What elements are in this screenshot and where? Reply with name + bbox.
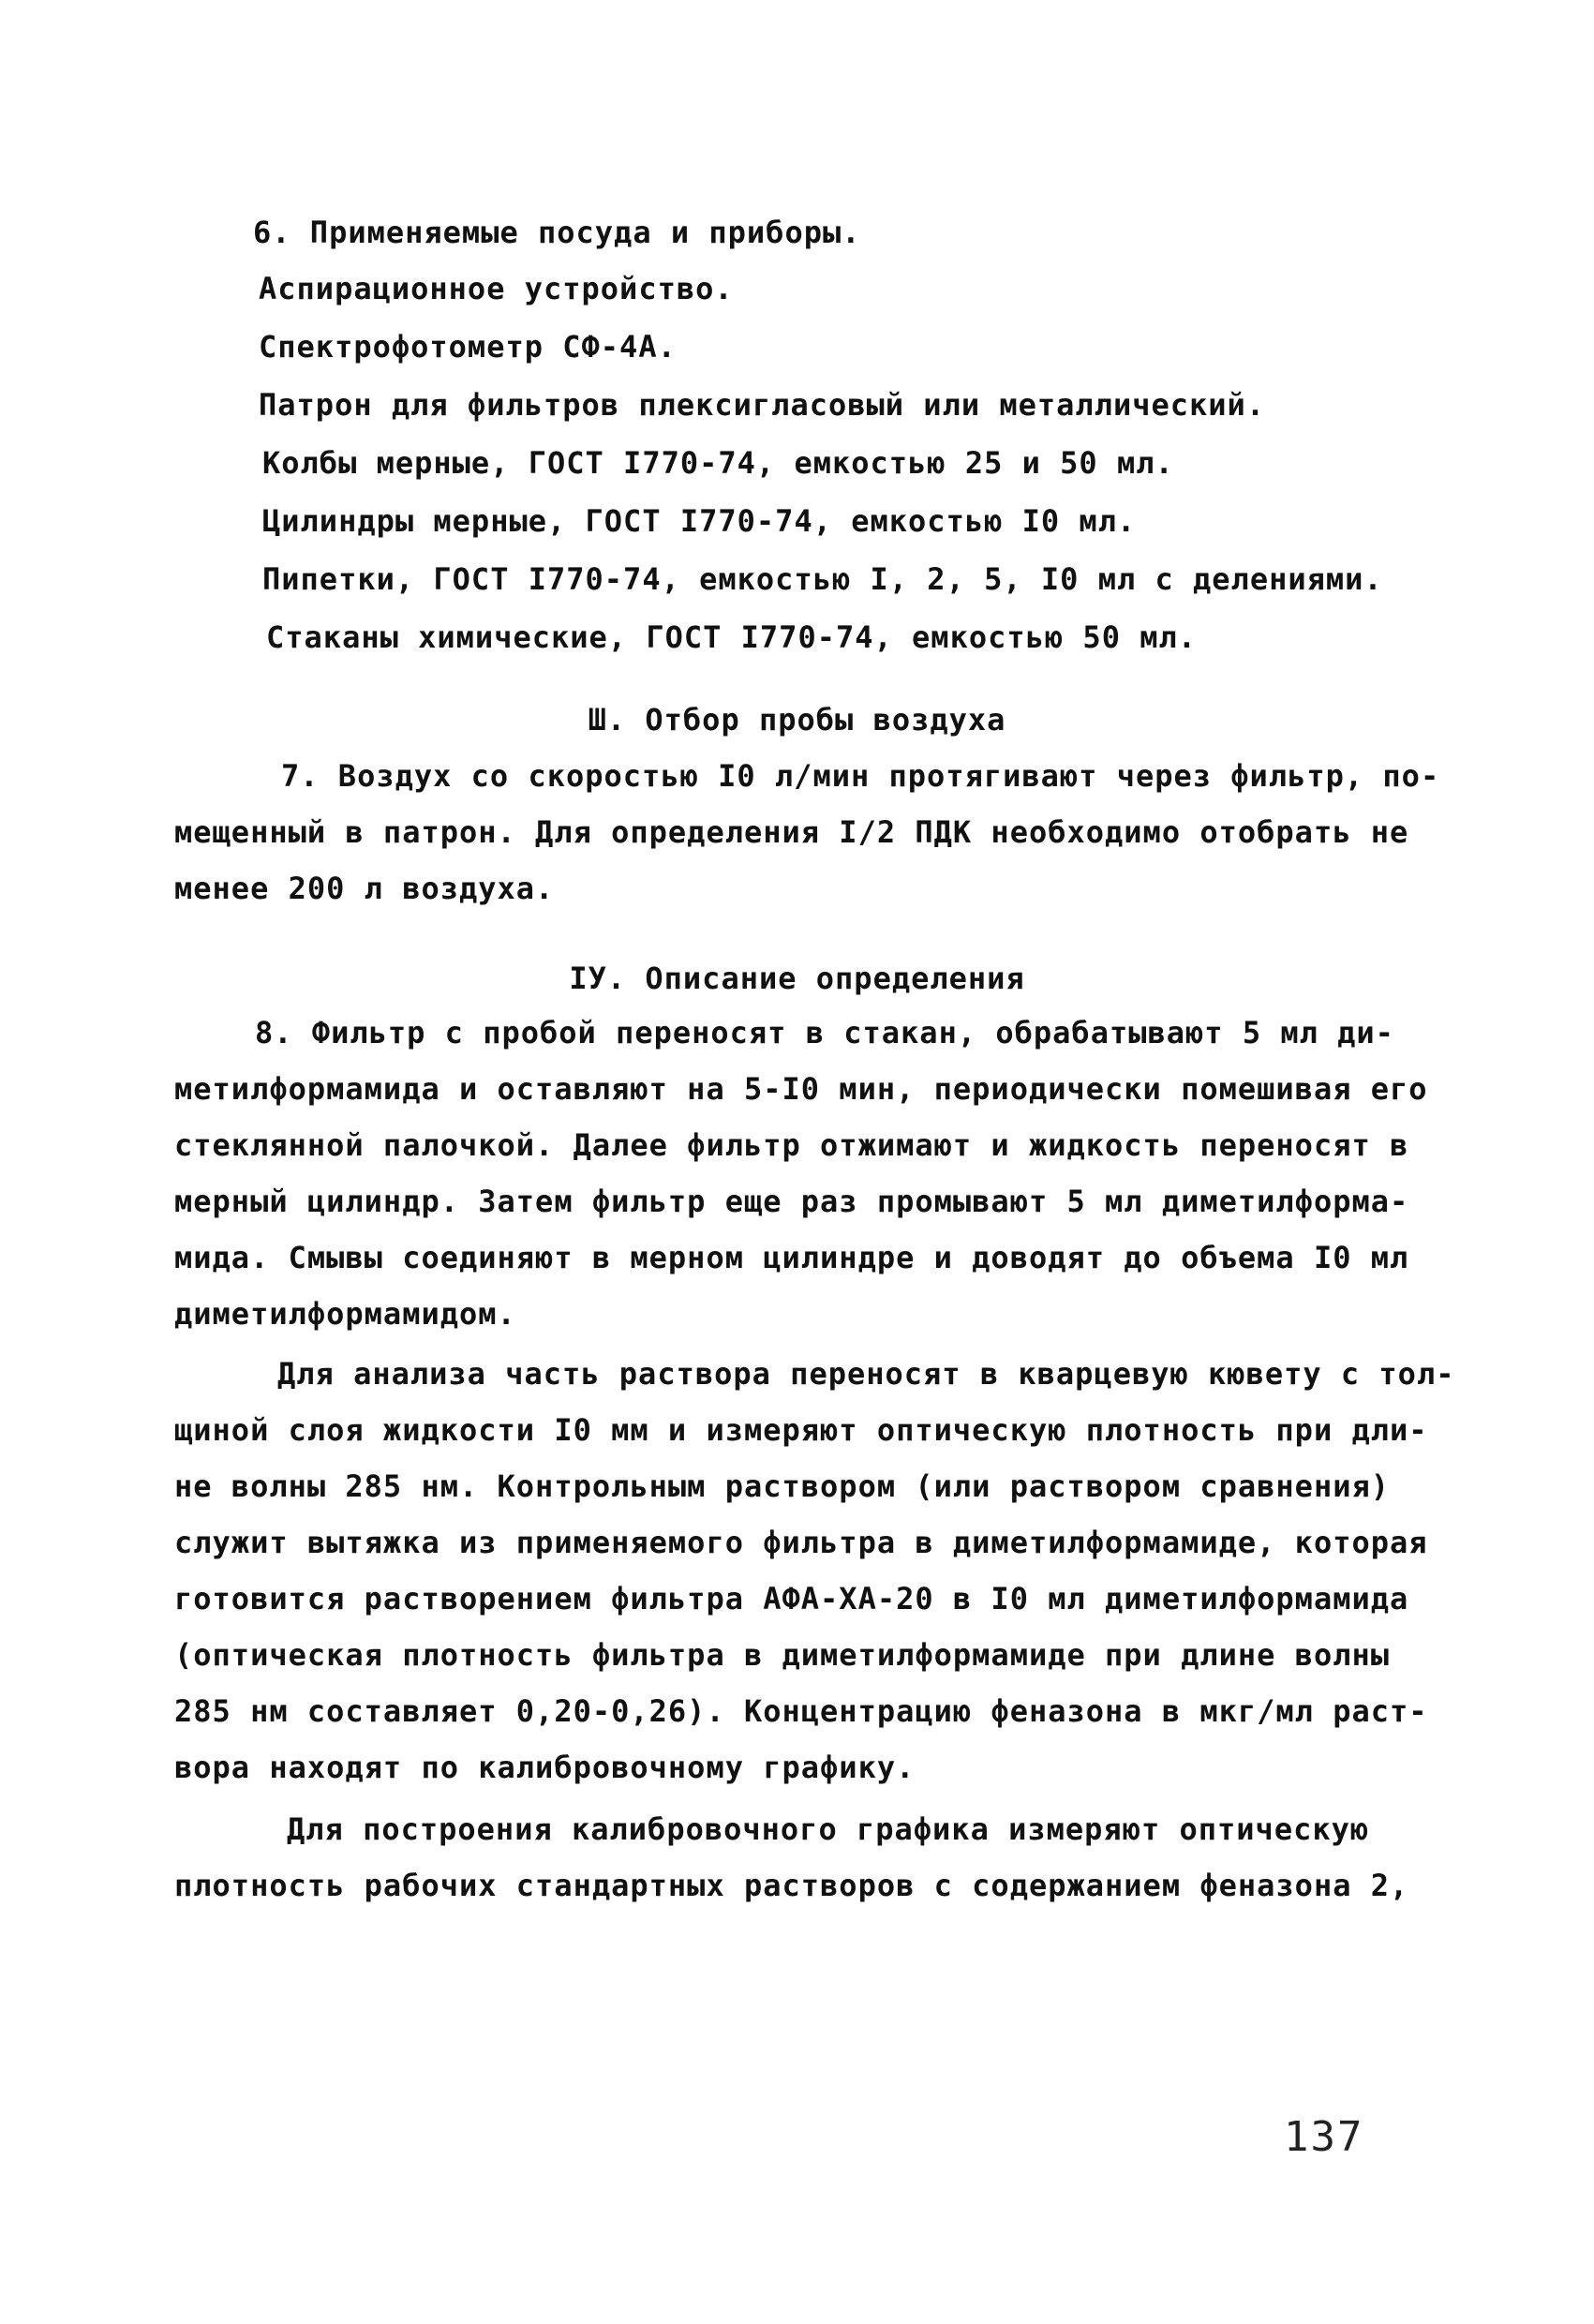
body-line: 8. Фильтр с пробой переносят в стакан, обрабатывают 5 мл ди- <box>255 1015 1394 1050</box>
body-line: мерный цилиндр. Затем фильтр еще раз промывают 5 мл диметилформа- <box>174 1184 1409 1219</box>
body-line: служит вытяжка из применяемого фильтра в диметилформамиде, которая <box>174 1525 1428 1560</box>
equipment-item: Пипетки, ГОСТ I770-74, емкостью I, 2, 5, I0 мл с делениями. <box>262 561 1383 597</box>
equipment-item: Цилиндры мерные, ГОСТ I770-74, емкостью I0 мл. <box>262 503 1137 539</box>
body-line: (оптическая плотность фильтра в диметилформамиде при длине волны <box>174 1637 1390 1673</box>
section-3-heading: Ш. Отбор пробы воздуха <box>588 702 1006 737</box>
body-line: вора находят по калибровочному графику. <box>174 1750 916 1785</box>
body-line: мещенный в патрон. Для определения I/2 ПДК необходимо отобрать не <box>174 814 1409 850</box>
body-line: щиной слоя жидкости I0 мм и измеряют оптическую плотность при дли- <box>174 1412 1428 1448</box>
equipment-item: Патрон для фильтров плексигласовый или металлический. <box>259 387 1266 423</box>
body-line: готовится растворением фильтра АФА-ХА-20 в I0 мл диметилформамида <box>174 1581 1409 1616</box>
page-number: 137 <box>1284 2113 1364 2161</box>
body-line: менее 200 л воздуха. <box>174 871 555 906</box>
body-line: не волны 285 нм. Контрольным раствором (или раствором сравнения) <box>174 1468 1390 1504</box>
body-line: стеклянной палочкой. Далее фильтр отжимают и жидкость переносят в <box>174 1127 1409 1163</box>
body-line: Для построения калибровочного графика измеряют оптическую <box>287 1811 1370 1847</box>
equipment-item: Спектрофотометр СФ-4А. <box>259 329 677 365</box>
body-line: диметилформамидом. <box>174 1296 516 1332</box>
equipment-item: Стаканы химические, ГОСТ I770-74, емкостью 50 мл. <box>266 619 1198 655</box>
section-4-heading: IУ. Описание определения <box>569 961 1025 996</box>
body-line: метилформамида и оставляют на 5-I0 мин, периодически помешивая его <box>174 1071 1428 1107</box>
body-line: мида. Смывы соединяют в мерном цилиндре и доводят до объема I0 мл <box>174 1240 1409 1275</box>
equipment-item: Аспирационное устройство. <box>259 271 734 306</box>
body-line: 7. Воздух со скоростью I0 л/мин протягивают через фильтр, по- <box>281 758 1440 794</box>
body-line: 285 нм составляет 0,20-0,26). Концентрацию феназона в мкг/мл раст- <box>174 1693 1428 1729</box>
body-line: плотность рабочих стандартных растворов с содержанием феназона 2, <box>174 1868 1409 1903</box>
equipment-item: Колбы мерные, ГОСТ I770-74, емкостью 25 и 50 мл. <box>262 445 1174 481</box>
section-6-heading: 6. Применяемые посуда и приборы. <box>253 215 861 250</box>
body-line: Для анализа часть раствора переносят в кварцевую кювету с тол- <box>277 1356 1455 1392</box>
